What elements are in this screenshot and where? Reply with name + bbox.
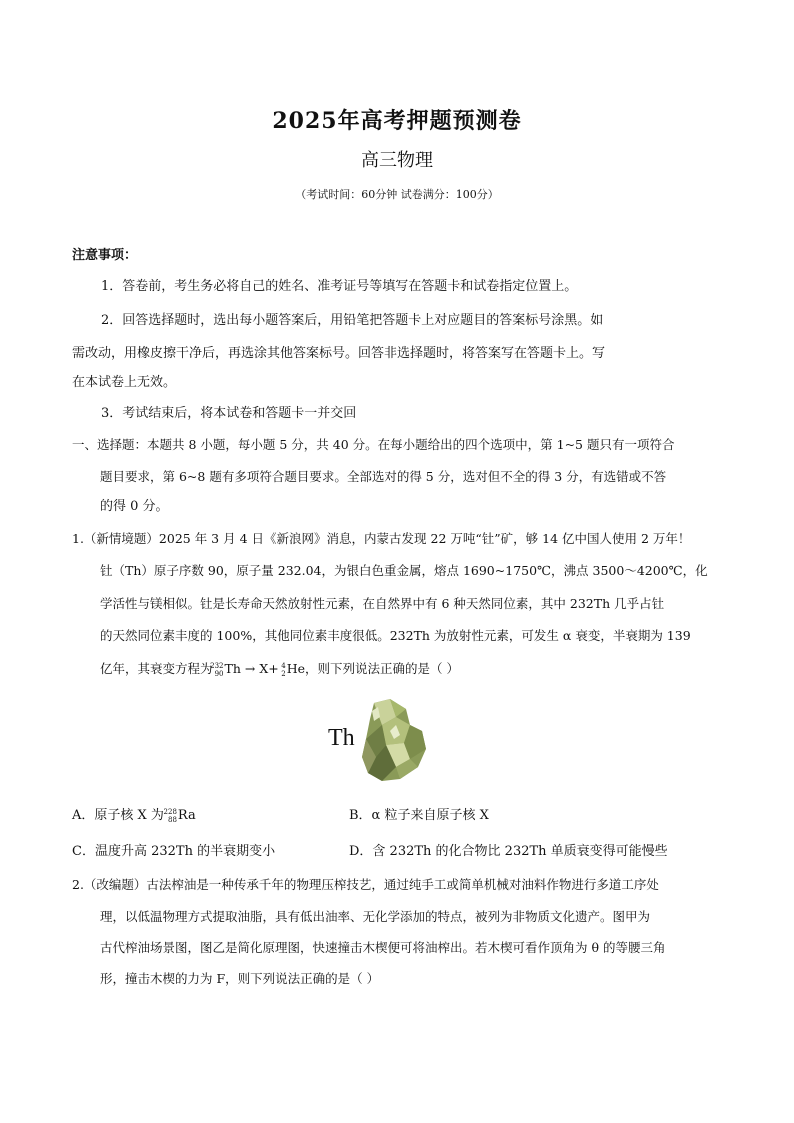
notice-item-2-line-3: 在本试卷上无效。 bbox=[72, 375, 177, 390]
q1-option-a-element: Ra bbox=[177, 808, 196, 823]
q1-option-b[interactable]: B．α 粒子来自原子核 X bbox=[349, 808, 489, 823]
q1-line-5-pre: 亿年，其衰变方程为 bbox=[100, 661, 213, 676]
q1-line-5 bbox=[100, 660, 459, 678]
q1-line-2: 钍（Th）原子序数 90，原子量 232.04，为银白色重金属，熔点 1690~1750℃，沸点 3500～4200℃，化 bbox=[100, 563, 708, 578]
notice-item-3: 3．考试结束后，将本试卷和答题卡一并交回 bbox=[101, 406, 357, 421]
q1-line-4: 的天然同位素丰度的 100%，其他同位素丰度很低。232Th 为放射性元素，可发生 α 衰变，半衰期为 139 bbox=[100, 628, 691, 643]
section1-line-3: 的得 0 分。 bbox=[100, 499, 169, 514]
q1-option-d[interactable]: D．含 232Th 的化合物比 232Th 单质衰变得可能慢些 bbox=[349, 844, 668, 859]
q1-option-a-text: A．原子核 X 为 bbox=[72, 808, 164, 823]
q1-line-5-post: ，则下列说法正确的是（ ） bbox=[305, 661, 459, 676]
q2-line-4: 形，撞击木楔的力为 F，则下列说法正确的是（ ） bbox=[100, 971, 380, 986]
exam-title: 2025年高考押题预测卷 bbox=[272, 108, 522, 134]
th-nuclide-notation: 232 90 bbox=[210, 661, 224, 678]
thorium-mineral-image bbox=[326, 695, 430, 785]
q1-option-a[interactable] bbox=[72, 807, 196, 825]
notice-item-1: 1．答卷前，考生务必将自己的姓名、准考证号等填写在答题卡和试卷指定位置上。 bbox=[101, 279, 578, 294]
q1-line-3: 学活性与镁相似。钍是长寿命天然放射性元素，在自然界中有 6 种天然同位素，其中 232Th 几乎占钍 bbox=[100, 596, 665, 611]
q2-line-3: 古代榨油场景图，图乙是简化原理图，快速撞击木楔便可将油榨出。若木楔可看作顶角为 θ 的等腰三角 bbox=[100, 940, 666, 955]
q1-line-1: 1.（新情境题）2025 年 3 月 4 日《新浪网》消息，内蒙古发现 22 万吨“钍”矿，够 14 亿中国人使用 2 万年！ bbox=[72, 531, 691, 546]
notice-item-2-line-1: 2．回答选择题时，选出每小题答案后，用铅笔把答题卡上对应题目的答案标号涂黑。如 bbox=[101, 313, 604, 328]
q1-option-c[interactable]: C．温度升高 232Th 的半衰期变小 bbox=[72, 844, 276, 859]
eq-he: He bbox=[286, 661, 306, 676]
notice-heading: 注意事项： bbox=[72, 248, 138, 263]
exam-subtitle: 高三物理 bbox=[361, 150, 433, 171]
he-nuclide-notation: 4 2 bbox=[281, 661, 286, 678]
eq-th: Th → X+ bbox=[224, 661, 279, 676]
ra-nuclide-notation: 228 88 bbox=[163, 807, 177, 824]
section1-line-1: 一、选择题：本题共 8 小题，每小题 5 分，共 40 分。在每小题给出的四个选项中，第 1~5 题只有一项符合 bbox=[72, 437, 675, 452]
section1-line-2: 题目要求，第 6~8 题有多项符合题目要求。全部选对的得 5 分，选对但不全的得 3 分，有选错或不答 bbox=[100, 469, 667, 484]
exam-info: （考试时间：60分钟 试卷满分：100分） bbox=[295, 188, 499, 201]
q2-line-2: 理，以低温物理方式提取油脂，具有低出油率、无化学添加的特点，被列为非物质文化遗产。图甲为 bbox=[100, 909, 651, 924]
q2-line-1: 2.（改编题）古法榨油是一种传承千年的物理压榨技艺，通过纯手工或简单机械对油料作物进行多道工序处 bbox=[72, 877, 659, 892]
notice-item-2-line-2: 需改动，用橡皮擦干净后，再选涂其他答案标号。回答非选择题时，将答案写在答题卡上。写 bbox=[72, 346, 606, 361]
figure-th-label: Th bbox=[328, 725, 355, 751]
